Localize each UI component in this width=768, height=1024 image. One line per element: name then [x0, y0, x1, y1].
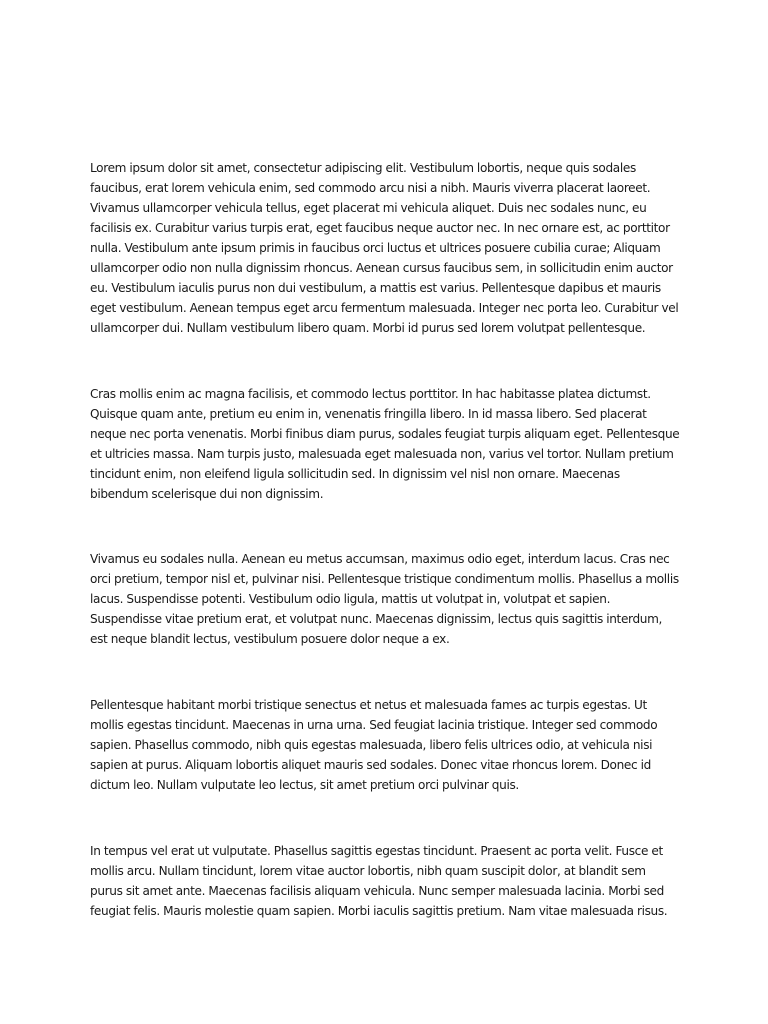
paragraph-5: In tempus vel erat ut vulputate. Phasellus sagittis egestas tincidunt. Praesent ac porta velit. Fusce et mollis arcu. Nullam tincidunt, lorem vitae auctor lobortis, nibh quam suscipit dolor, at blandit sem purus sit amet ante. Maecenas facilisis aliquam vehicula. Nunc semper malesuada lacinia. Morbi sed feugiat felis. Mauris molestie quam sapien. Morbi iaculis sagittis pretium. Nam vitae malesuada risus.: [90, 844, 668, 918]
paragraph-4: Pellentesque habitant morbi tristique senectus et netus et malesuada fames ac turpis egestas. Ut mollis egestas tincidunt. Maecenas in urna urna. Sed feugiat lacinia tristique. Integer sed commodo sapien. Phasellus commodo, nibh quis egestas malesuada, libero felis ultrices odio, at vehicula nisi sapien at purus. Aliquam lobortis aliquet mauris sed sodales. Donec vitae rhoncus lorem. Donec id dictum leo. Nullam vulputate leo lectus, sit amet pretium orci pulvinar quis.: [90, 698, 658, 792]
paragraph-2: Cras mollis enim ac magna facilisis, et commodo lectus porttitor. In hac habitasse platea dictumst. Quisque quam ante, pretium eu enim in, venenatis fringilla libero. In id massa libero. Sed placerat neque nec porta venenatis. Morbi finibus diam purus, sodales feugiat turpis aliquam eget. Pellentesque et ultricies massa. Nam turpis justo, malesuada eget malesuada non, varius vel tortor. Nullam pretium tincidunt enim, non eleifend ligula sollicitudin sed. In dignissim vel nisl non ornare. Maecenas bibendum scelerisque dui non dignissim.: [90, 387, 680, 501]
paragraph-3: Vivamus eu sodales nulla. Aenean eu metus accumsan, maximus odio eget, interdum lacus. Cras nec orci pretium, tempor nisl et, pulvinar nisi. Pellentesque tristique condimentum mollis. Phasellus a mollis lacus. Suspendisse potenti. Vestibulum odio ligula, mattis ut volutpat in, volutpat et sapien. Suspendisse vitae pretium erat, et volutpat nunc. Maecenas dignissim, lectus quis sagittis interdum, est neque blandit lectus, vestibulum posuere dolor neque a ex.: [90, 552, 679, 646]
paragraph-1: Lorem ipsum dolor sit amet, consectetur adipiscing elit. Vestibulum lobortis, neque quis sodales faucibus, erat lorem vehicula enim, sed commodo arcu nisi a nibh. Mauris viverra placerat laoreet. Vivamus ullamcorper vehicula tellus, eget placerat mi vehicula aliquet. Duis nec sodales nunc, eu facilisis ex. Curabitur varius turpis erat, eget faucibus neque auctor nec. In nec ornare est, ac porttitor nulla. Vestibulum ante ipsum primis in faucibus orci luctus et ultrices posuere cubilia curae; Aliquam ullamcorper odio non nulla dignissim rhoncus. Aenean cursus faucibus sem, in sollicitudin enim auctor eu. Vestibulum iaculis purus non dui vestibulum, a mattis est varius. Pellentesque dapibus et mauris eget vestibulum. Aenean tempus eget arcu fermentum malesuada. Integer nec porta leo. Curabitur vel ullamcorper dui. Nullam vestibulum libero quam. Morbi id purus sed lorem volutpat pellentesque.: [90, 161, 679, 335]
